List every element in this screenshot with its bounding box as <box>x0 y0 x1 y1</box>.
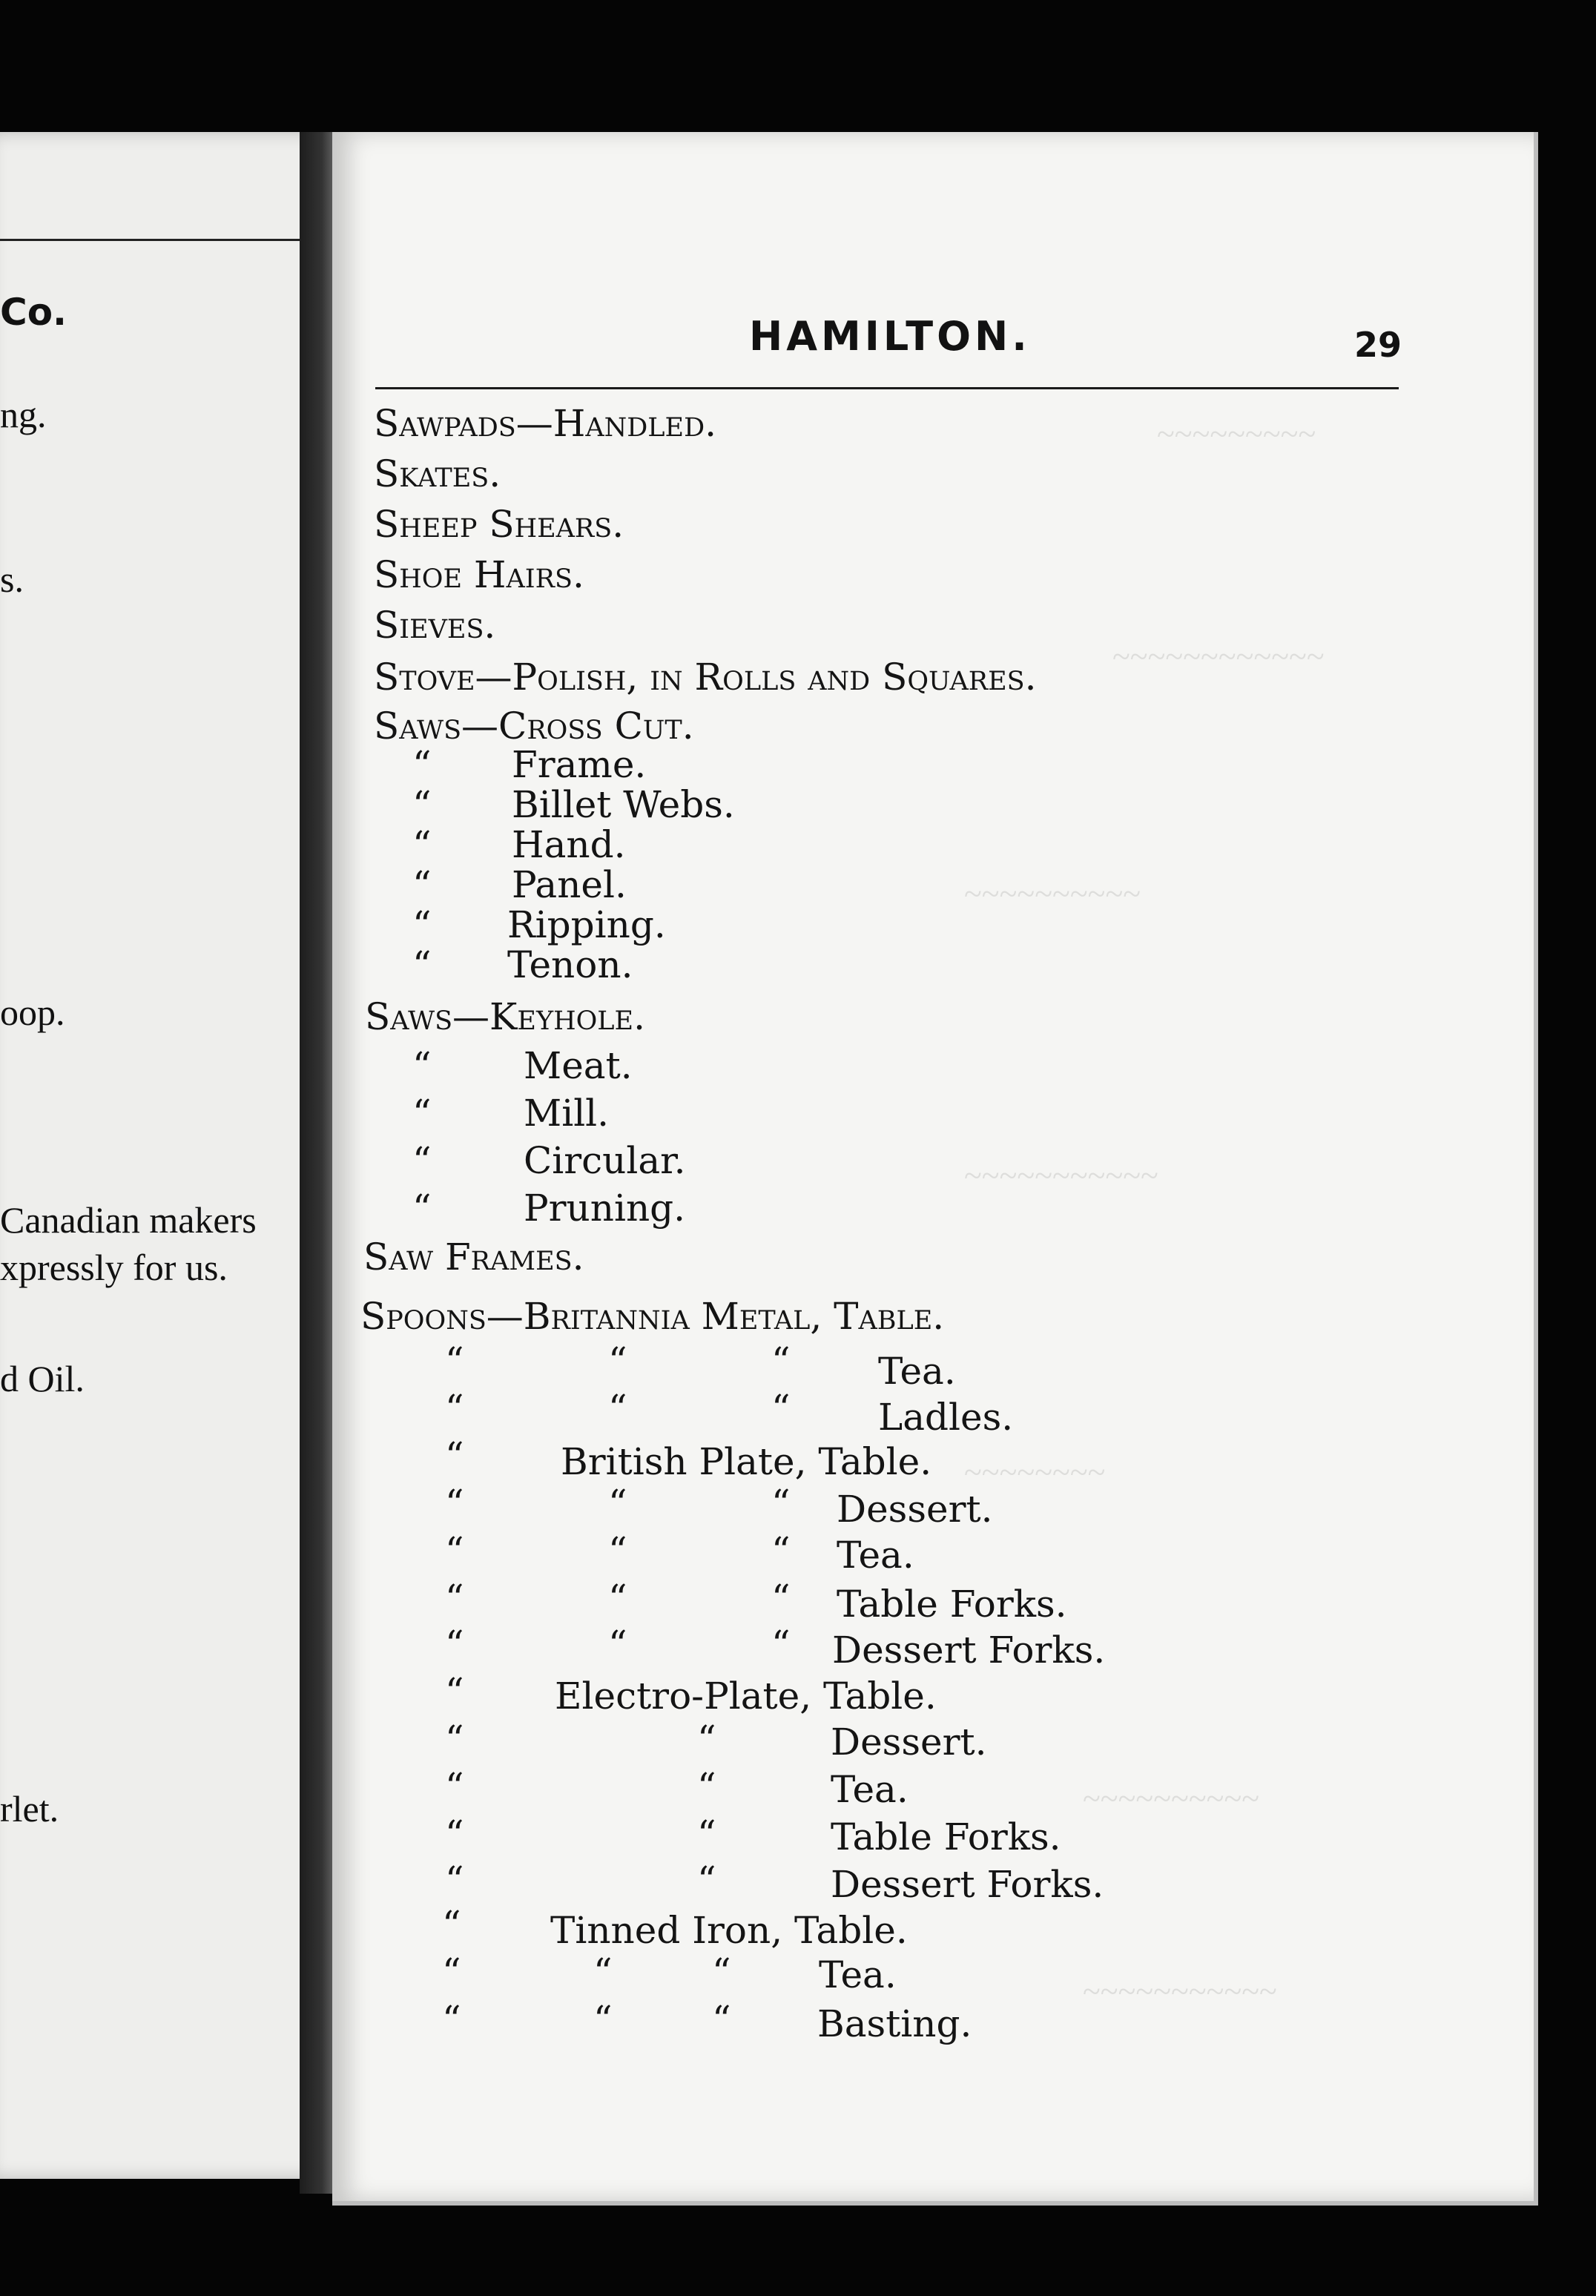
ditto-mark: “ <box>445 1670 464 1713</box>
saws-panel: Panel. <box>512 863 627 906</box>
ditto-mark: “ <box>445 1765 464 1808</box>
ditto-mark: “ <box>771 1339 791 1382</box>
british-dessert: Dessert. <box>837 1488 993 1531</box>
ditto-mark: “ <box>412 1092 432 1135</box>
ditto-mark: “ <box>445 1577 464 1620</box>
left-fragment: d Oil. <box>0 1358 85 1399</box>
ditto-mark: “ <box>445 1434 464 1477</box>
bleed-through-texture: ~~~~~~~~~ <box>1157 416 1316 452</box>
entry-sawpads: Sawpads—Handled. <box>374 402 717 445</box>
entry-skates: Skates. <box>374 452 501 495</box>
running-head: HAMILTON. <box>749 313 1031 360</box>
ditto-mark: “ <box>771 1577 791 1620</box>
saws-tenon: Tenon. <box>507 943 633 986</box>
left-fragment: rlet. <box>0 1788 59 1830</box>
bleed-through-texture: ~~~~~~~~~~ <box>1083 1781 1260 1817</box>
bleed-through-texture: ~~~~~~~~~~ <box>964 876 1141 912</box>
electro-dessert: Dessert. <box>831 1721 987 1764</box>
left-fragment: s. <box>0 558 24 600</box>
saws-meat: Meat. <box>524 1044 633 1087</box>
entry-shoe-hairs: Shoe Hairs. <box>374 553 584 596</box>
header-rule <box>375 387 1399 389</box>
entry-saws-keyhole: Saws—Keyhole. <box>365 995 645 1038</box>
left-fragment: oop. <box>0 992 65 1033</box>
britannia-tea: Tea. <box>878 1350 956 1393</box>
ditto-mark: “ <box>608 1482 627 1525</box>
bleed-through-texture: ~~~~~~~~ <box>964 1454 1106 1491</box>
ditto-mark: “ <box>771 1529 791 1572</box>
left-fragment: xpressly for us. <box>0 1247 228 1288</box>
ditto-mark: “ <box>712 1998 731 2041</box>
book-gutter <box>300 132 337 2194</box>
saws-pruning: Pruning. <box>524 1187 686 1230</box>
ditto-mark: “ <box>697 1765 716 1808</box>
ditto-mark: “ <box>697 1718 716 1761</box>
british-tea: Tea. <box>837 1534 914 1577</box>
ditto-mark: “ <box>608 1339 627 1382</box>
ditto-mark: “ <box>412 743 432 786</box>
electro-plate-table: Electro-Plate, Table. <box>555 1675 937 1718</box>
saws-frame: Frame. <box>512 743 647 786</box>
ditto-mark: “ <box>445 1718 464 1761</box>
ditto-mark: “ <box>608 1623 627 1666</box>
left-fragment: ng. <box>0 394 47 435</box>
ditto-mark: “ <box>445 1623 464 1666</box>
saws-billet-webs: Billet Webs. <box>512 783 735 826</box>
electro-tea: Tea. <box>831 1768 909 1811</box>
entry-saw-frames: Saw Frames. <box>363 1236 584 1279</box>
entry-sieves: Sieves. <box>374 604 496 647</box>
ditto-mark: “ <box>697 1812 716 1855</box>
british-plate-table: British Plate, Table. <box>561 1440 932 1483</box>
ditto-mark: “ <box>442 1950 461 1993</box>
left-header-rule <box>0 239 311 241</box>
entry-stove-polish: Stove—Polish, in Rolls and Squares. <box>374 656 1037 699</box>
ditto-mark: “ <box>412 943 432 986</box>
ditto-mark: “ <box>771 1482 791 1525</box>
ditto-mark: “ <box>445 1387 464 1430</box>
british-dessert-forks: Dessert Forks. <box>832 1629 1106 1672</box>
bleed-through-texture: ~~~~~~~~~~~~ <box>1112 639 1325 675</box>
tinned-tea: Tea. <box>819 1953 897 1996</box>
ditto-mark: “ <box>771 1387 791 1430</box>
electro-table-forks: Table Forks. <box>831 1815 1061 1858</box>
ditto-mark: “ <box>412 863 432 906</box>
ditto-mark: “ <box>445 1812 464 1855</box>
ditto-mark: “ <box>771 1623 791 1666</box>
saws-circular: Circular. <box>524 1139 686 1182</box>
left-page-header: Co. <box>0 291 67 334</box>
ditto-mark: “ <box>412 1044 432 1087</box>
left-page <box>0 132 340 2179</box>
saws-ripping: Ripping. <box>507 903 666 946</box>
left-fragment: Canadian makers <box>0 1199 257 1241</box>
ditto-mark: “ <box>712 1950 731 1993</box>
tinned-iron-table: Tinned Iron, Table. <box>550 1909 908 1952</box>
british-table-forks: Table Forks. <box>837 1583 1067 1626</box>
ditto-mark: “ <box>412 1139 432 1182</box>
ditto-mark: “ <box>608 1529 627 1572</box>
ditto-mark: “ <box>442 1903 461 1946</box>
entry-spoons-britannia: Spoons—Britannia Metal, Table. <box>360 1295 945 1338</box>
electro-dessert-forks: Dessert Forks. <box>831 1863 1104 1906</box>
bleed-through-texture: ~~~~~~~~~~~ <box>964 1158 1158 1194</box>
ditto-mark: “ <box>412 903 432 946</box>
ditto-mark: “ <box>608 1387 627 1430</box>
britannia-ladles: Ladles. <box>878 1396 1014 1439</box>
entry-sheep-shears: Sheep Shears. <box>374 503 624 546</box>
ditto-mark: “ <box>608 1577 627 1620</box>
ditto-mark: “ <box>445 1339 464 1382</box>
saws-mill: Mill. <box>524 1092 610 1135</box>
ditto-mark: “ <box>445 1858 464 1901</box>
ditto-mark: “ <box>593 1950 613 1993</box>
tinned-basting: Basting. <box>817 2002 972 2045</box>
saws-hand: Hand. <box>512 823 626 866</box>
ditto-mark: “ <box>412 823 432 866</box>
ditto-mark: “ <box>442 1998 461 2041</box>
ditto-mark: “ <box>445 1482 464 1525</box>
ditto-mark: “ <box>445 1529 464 1572</box>
ditto-mark: “ <box>593 1998 613 2041</box>
bleed-through-texture: ~~~~~~~~~~~ <box>1083 1973 1277 2010</box>
page-number: 29 <box>1354 325 1402 365</box>
ditto-mark: “ <box>697 1858 716 1901</box>
ditto-mark: “ <box>412 1187 432 1230</box>
entry-saws-cross-cut: Saws—Cross Cut. <box>374 705 694 748</box>
ditto-mark: “ <box>412 783 432 826</box>
